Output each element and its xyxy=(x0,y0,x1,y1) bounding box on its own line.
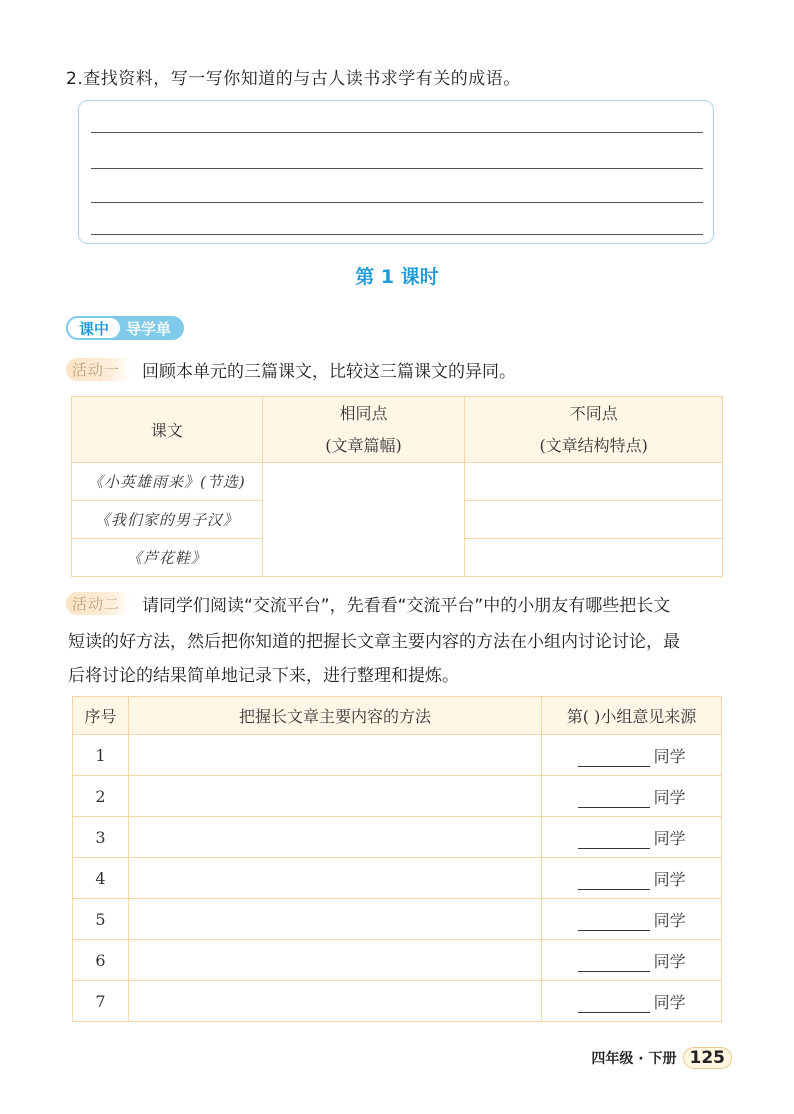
source-cell[interactable] xyxy=(542,899,722,940)
question-2: 2.查找资料，写一写你知道的与古人读书求学有关的成语。 xyxy=(66,69,521,89)
activity2-line-1: 请同学们阅读“交流平台”，先看看“交流平台”中的小朋友有哪些把长文 xyxy=(142,596,671,616)
header-diff xyxy=(465,397,723,463)
header-diff-title: 不同点 xyxy=(569,403,618,423)
header-text: 课文 xyxy=(72,397,263,463)
source-suffix: 同学 xyxy=(653,869,686,889)
method-cell[interactable] xyxy=(128,858,541,899)
method-cell[interactable] xyxy=(128,981,541,1022)
name-blank[interactable] xyxy=(578,954,650,972)
name-blank[interactable] xyxy=(578,749,650,767)
methods-table xyxy=(72,696,722,1022)
table-header-row xyxy=(72,397,723,463)
table-row xyxy=(73,899,722,940)
row-number: 7 xyxy=(73,981,129,1022)
header-same xyxy=(262,397,465,463)
source-suffix: 同学 xyxy=(653,828,686,848)
table-row xyxy=(73,981,722,1022)
table-row xyxy=(73,940,722,981)
text-title: 《我们家的男子汉》 xyxy=(72,501,263,539)
answer-line xyxy=(91,132,703,133)
answer-line xyxy=(91,202,703,203)
activity1-text: 回顾本单元的三篇课文，比较这三篇课文的异同。 xyxy=(142,362,516,382)
section-pill-left: 课中 xyxy=(66,316,122,340)
source-cell[interactable] xyxy=(542,735,722,776)
section-pill-right: 导学单 xyxy=(126,319,172,338)
lesson-title: 第 1 课时 xyxy=(355,266,439,288)
text-title: 《芦花鞋》 xyxy=(72,539,263,577)
row-number: 3 xyxy=(73,817,129,858)
answer-line xyxy=(91,234,703,235)
page-number: 125 xyxy=(683,1047,733,1069)
activity2-label: 活动二 xyxy=(66,592,130,615)
source-suffix: 同学 xyxy=(653,992,686,1012)
row-number: 1 xyxy=(73,735,129,776)
section-pill xyxy=(66,316,184,340)
diff-answer-cell[interactable] xyxy=(465,539,723,577)
source-suffix: 同学 xyxy=(653,787,686,807)
table-row xyxy=(73,817,722,858)
header-same-note: (文章篇幅) xyxy=(325,435,402,455)
table-row xyxy=(72,463,723,501)
source-cell[interactable] xyxy=(542,776,722,817)
activity2-line-3: 后将讨论的结果简单地记录下来，进行整理和提炼。 xyxy=(68,666,459,686)
method-cell[interactable] xyxy=(128,776,541,817)
row-number: 6 xyxy=(73,940,129,981)
footer xyxy=(591,1047,732,1069)
same-answer-cell[interactable] xyxy=(262,463,465,577)
comparison-table xyxy=(71,396,723,577)
header-same-title: 相同点 xyxy=(339,403,388,423)
table-row xyxy=(73,735,722,776)
source-cell[interactable] xyxy=(542,981,722,1022)
table-row xyxy=(73,858,722,899)
text-title: 《小英雄雨来》(节选) xyxy=(72,463,263,501)
diff-answer-cell[interactable] xyxy=(465,463,723,501)
diff-answer-cell[interactable] xyxy=(465,501,723,539)
header-diff-note: (文章结构特点) xyxy=(539,435,648,455)
source-cell[interactable] xyxy=(542,940,722,981)
answer-line xyxy=(91,168,703,169)
name-blank[interactable] xyxy=(578,790,650,808)
header-number: 序号 xyxy=(73,697,129,735)
activity2-line-2: 短读的好方法，然后把你知道的把握长文章主要内容的方法在小组内讨论讨论，最 xyxy=(68,632,680,652)
source-suffix: 同学 xyxy=(653,910,686,930)
name-blank[interactable] xyxy=(578,831,650,849)
source-suffix: 同学 xyxy=(653,746,686,766)
method-cell[interactable] xyxy=(128,735,541,776)
answer-box[interactable] xyxy=(78,100,714,244)
row-number: 2 xyxy=(73,776,129,817)
row-number: 4 xyxy=(73,858,129,899)
table-row xyxy=(73,776,722,817)
table-header-row xyxy=(73,697,722,735)
grade-label: 四年级 · 下册 xyxy=(591,1051,677,1067)
row-number: 5 xyxy=(73,899,129,940)
source-cell[interactable] xyxy=(542,817,722,858)
source-suffix: 同学 xyxy=(653,951,686,971)
name-blank[interactable] xyxy=(578,913,650,931)
source-cell[interactable] xyxy=(542,858,722,899)
name-blank[interactable] xyxy=(578,872,650,890)
method-cell[interactable] xyxy=(128,940,541,981)
method-cell[interactable] xyxy=(128,899,541,940)
method-cell[interactable] xyxy=(128,817,541,858)
header-method: 把握长文章主要内容的方法 xyxy=(128,697,541,735)
header-source: 第( )小组意见来源 xyxy=(542,697,722,735)
activity1-label: 活动一 xyxy=(66,358,130,381)
name-blank[interactable] xyxy=(578,995,650,1013)
